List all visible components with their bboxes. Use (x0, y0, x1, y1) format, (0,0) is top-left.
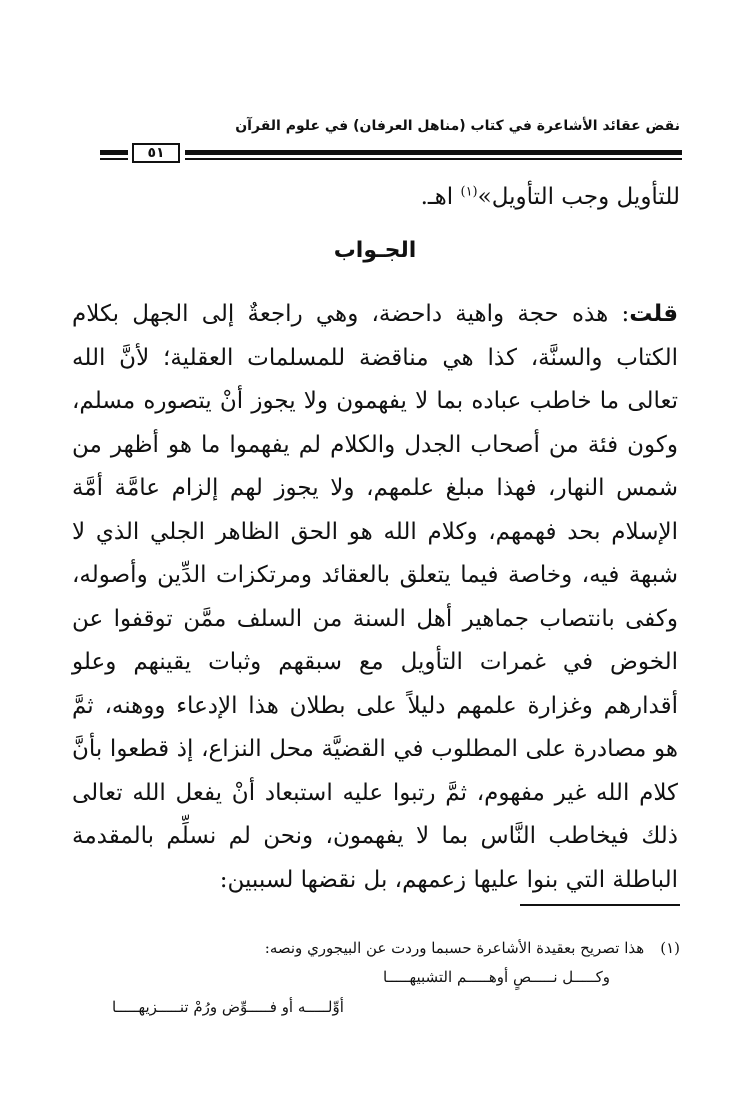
continuation-line (421, 184, 680, 210)
lead-word: قلت (629, 301, 678, 327)
footnote-line (70, 934, 680, 962)
page-number (132, 143, 180, 163)
paragraph-text: : هذه حجة واهية داحضة، وهي راجعةٌ إلى الجهل بكلام الكتاب والسنَّة، كذا هي مناقضة للمسلمات العقلية؛ لأنَّ الله تعالى ما خاطب عباده بما لا يفهمون ولا يجوز أنْ يتصوره مسلم، وكون فئة من أصحاب الجدل والكلام لم يفهموا ما هو أظهر من شمس النهار، فهذا مبلغ علمهم، ولا يجوز لهم إلزام عامَّة أمَّة الإسلام بحد فهمهم، وكلام الله هو الحق الظاهر الجلي الذي لا شبهة فيه، وخاصة فيما يتعلق بالعقائد ومرتكزات الدِّين وأصوله، وكفى بانتصاب جماهير أهل السنة من السلف ممَّن توقفوا عن الخوض في غمرات التأويل مع سبقهم وثبات يقينهم وعلو أقدارهم وغزارة علمهم دليلاً على بطلان هذا الإدعاء ووهنه، ثمَّ هو مصادرة على المطلوب في القضيَّة محل النزاع، إذ قطعوا بأنَّ كلام الله غير مفهوم، ثمَّ رتبوا عليه استبعاد أنْ يفعل الله تعالى ذلك فيخاطب النَّاس بما لا يفهمون، ونحن لم نسلِّم بالمقدمة الباطلة التي بنوا عليها زعمهم، بل نقضها لسببين: (72, 301, 679, 893)
body-paragraph (72, 293, 678, 902)
footnote-reference[interactable]: (١) (460, 184, 478, 200)
continuation-text: للتأويل وجب التأويل» (477, 184, 680, 210)
header-rule (100, 143, 682, 165)
page-number-text: ٥١ (147, 145, 165, 161)
section-heading: الجـواب (333, 238, 417, 263)
footnote (70, 934, 680, 962)
header-rule-left-thick (100, 150, 128, 155)
verse-line-1: وكـــــل نـــــصٍ أوهـــــم التشبيهـــــا (383, 968, 610, 986)
header-rule-thin (185, 158, 682, 160)
footnote-separator (520, 904, 680, 906)
footnote-text: هذا تصريح بعقيدة الأشاعرة حسبما وردت عن البيجوري ونصه: (264, 939, 645, 957)
running-title: نقض عقائد الأشاعرة في كتاب (مناهل العرفان) في علوم القرآن (235, 118, 680, 134)
header-rule-thick (185, 150, 682, 155)
footnote-number: (١) (660, 939, 680, 957)
header-rule-left-thin (100, 158, 128, 160)
continuation-tail: اهـ. (420, 184, 461, 210)
verse-line-2: أوِّلـــــه أو فـــــوِّض ورُمْ تنـــــزيهـــــا (112, 998, 344, 1016)
